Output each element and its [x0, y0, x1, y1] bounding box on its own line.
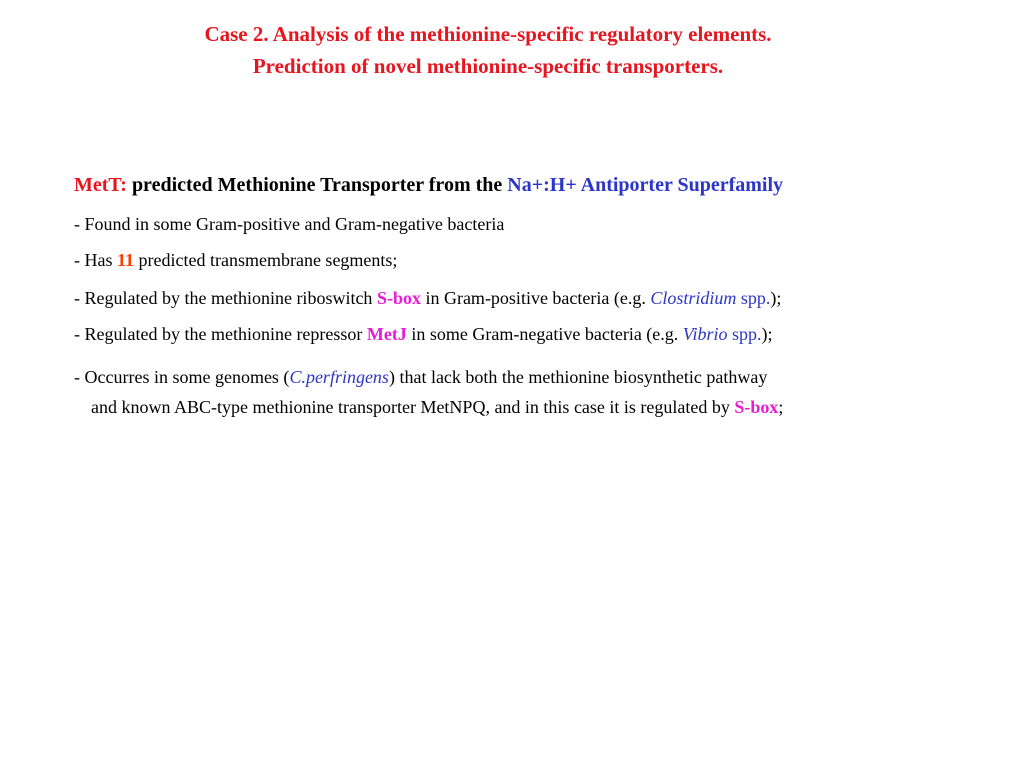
bullet-riboswitch-mid: in Gram-positive bacteria (e.g.	[420, 288, 651, 308]
bullet-tm-prefix: - Has	[74, 250, 117, 270]
sbox-term: S-box	[376, 288, 421, 308]
heading-text: predicted Methionine Transporter from the	[126, 174, 508, 196]
bullet-tm-suffix: predicted transmembrane segments;	[134, 250, 398, 270]
bullet-continued-end: ;	[778, 397, 784, 417]
bullet-occurres-suffix: ) that lack both the methionine biosynthetic pathway	[388, 367, 768, 387]
bullet-repressor	[74, 321, 772, 347]
slide-title-line-2: Prediction of novel methionine-specific transporters.	[252, 54, 724, 78]
spp-clostridium: spp.	[736, 288, 771, 308]
bullet-occurres-prefix: - Occurres in some genomes (	[74, 367, 290, 387]
bullet-occurres	[74, 364, 767, 390]
metj-term: MetJ	[366, 324, 407, 344]
bullet-riboswitch	[74, 285, 781, 311]
sbox-term-2: S-box	[734, 397, 779, 417]
genus-clostridium: Clostridium	[650, 288, 737, 308]
superfamily-name: Na+:H+ Antiporter Superfamily	[507, 174, 784, 196]
bullet-found-in: - Found in some Gram-positive and Gram-negative bacteria	[74, 214, 505, 234]
species-cperfringens: C.perfringens	[289, 367, 389, 387]
bullet-tm-segments	[74, 247, 397, 273]
bullet-occurres-continued	[91, 394, 783, 420]
bullet-repressor-prefix: - Regulated by the methionine repressor	[74, 324, 367, 344]
bullet-repressor-mid: in some Gram-negative bacteria (e.g.	[406, 324, 683, 344]
bullet-riboswitch-end: );	[770, 288, 782, 308]
bullet-continued-text: and known ABC-type methionine transporter MetNPQ, and in this case it is regulated by	[91, 397, 735, 417]
mett-heading	[74, 170, 783, 200]
genus-vibrio: Vibrio	[682, 324, 728, 344]
tm-segment-count: 11	[117, 250, 135, 270]
slide-title-line-1: Case 2. Analysis of the methionine-specific regulatory elements.	[204, 22, 772, 46]
bullet-riboswitch-prefix: - Regulated by the methionine riboswitch	[74, 288, 377, 308]
bullet-repressor-end: );	[761, 324, 773, 344]
spp-vibrio: spp.	[727, 324, 762, 344]
mett-label: MetT:	[74, 174, 127, 196]
